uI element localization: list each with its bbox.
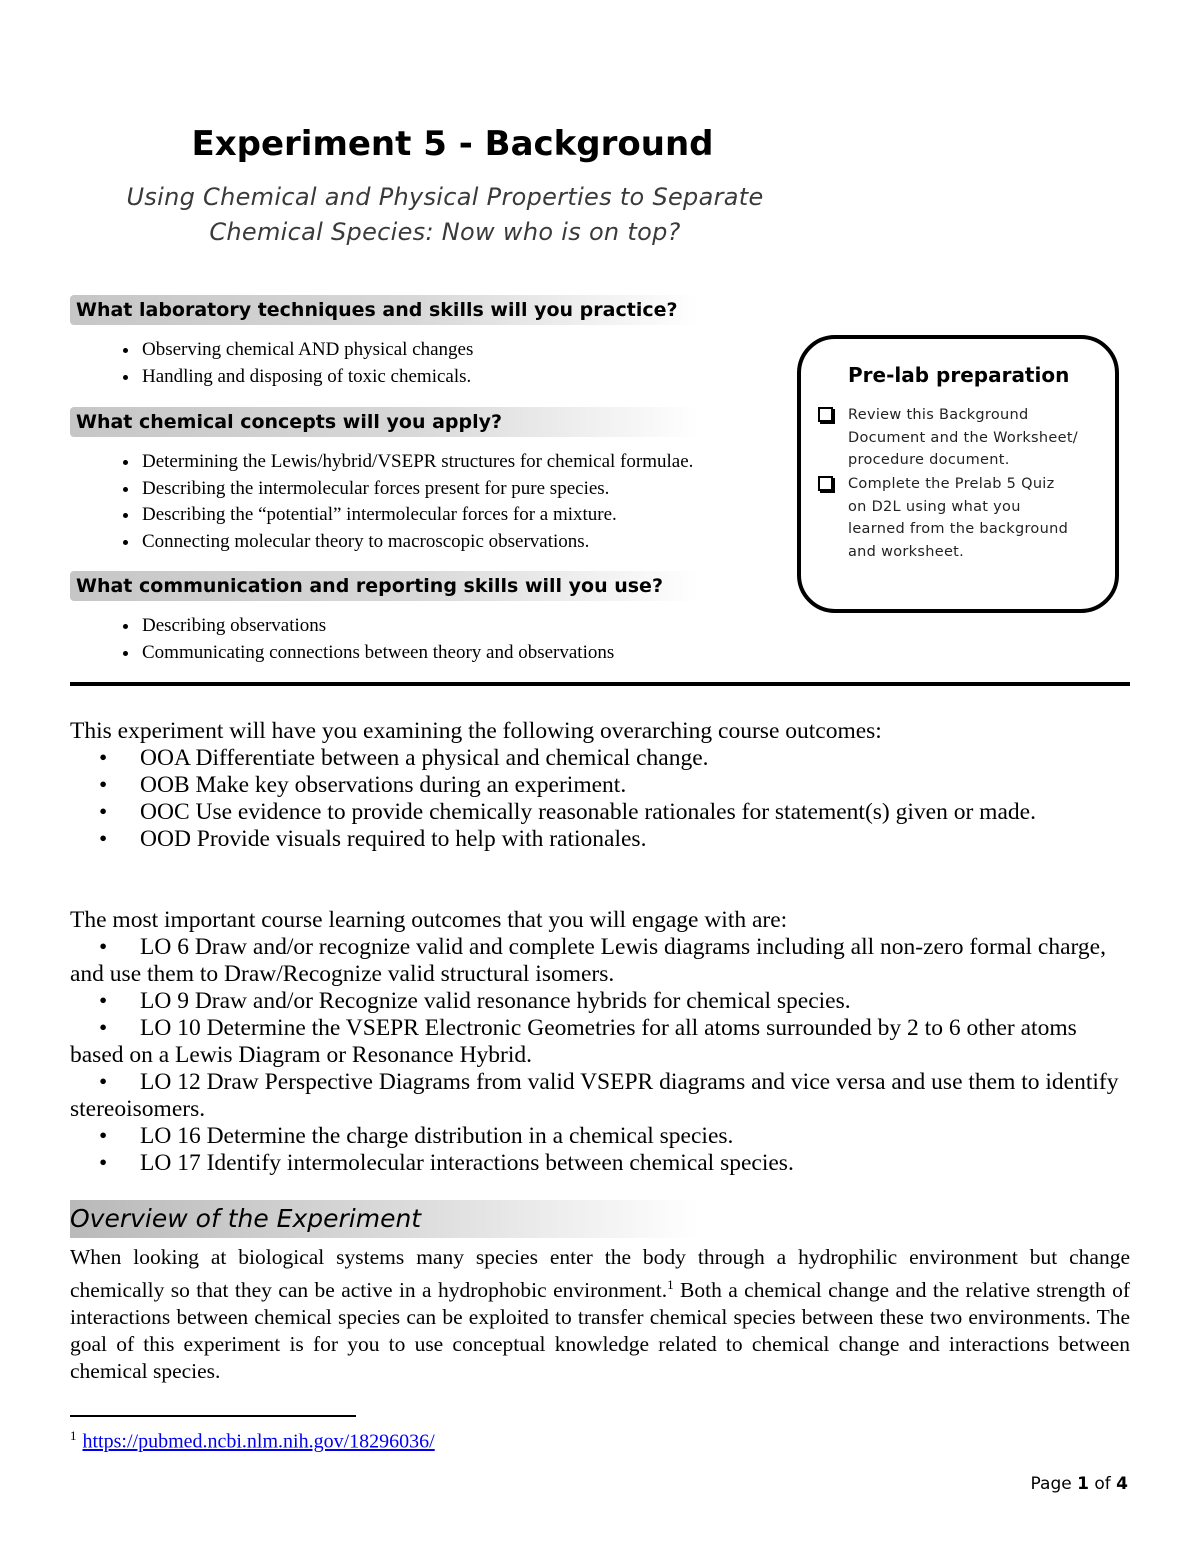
outcome-item: • OOB Make key observations during an experiment. bbox=[70, 772, 1130, 799]
footnote-link[interactable]: https://pubmed.ncbi.nlm.nih.gov/18296036/ bbox=[82, 1430, 435, 1453]
learning-outcomes bbox=[70, 907, 1130, 1177]
list-item: • Handling and disposing of toxic chemicals. bbox=[140, 364, 473, 391]
prelab-item-text: Complete the Prelab 5 Quiz on D2L using what you learned from the background and worksheet. bbox=[848, 476, 1069, 560]
course-outcomes-intro: This experiment will have you examining the following overarching course outcomes: bbox=[70, 718, 882, 744]
list-item: • Describing the “potential” intermolecular forces for a mixture. bbox=[140, 502, 693, 529]
list-item: • Communicating connections between theory and observations bbox=[140, 640, 614, 667]
page-current: 1 bbox=[1077, 1474, 1089, 1494]
techniques-list bbox=[92, 337, 473, 390]
section-heading-concepts: What chemical concepts will you apply? bbox=[70, 407, 700, 437]
list-item: • Describing the intermolecular forces present for pure species. bbox=[140, 476, 693, 503]
document-subtitle bbox=[0, 180, 890, 250]
learning-outcome-item: • LO 17 Identify intermolecular interactions between chemical species. bbox=[70, 1150, 1130, 1177]
section-heading-communication: What communication and reporting skills will you use? bbox=[70, 571, 700, 601]
prelab-item bbox=[848, 404, 1078, 472]
page-total: 4 bbox=[1116, 1474, 1128, 1494]
footnote-divider bbox=[70, 1415, 356, 1417]
prelab-title: Pre-lab preparation bbox=[848, 363, 1070, 387]
outcome-item: • OOD Provide visuals required to help with rationales. bbox=[70, 826, 1130, 853]
footnote-number: 1 bbox=[70, 1428, 77, 1443]
footnote-reference[interactable]: 1 bbox=[667, 1277, 674, 1292]
prelab-panel bbox=[797, 335, 1119, 613]
prelab-item bbox=[848, 473, 1078, 563]
list-item: • Observing chemical AND physical changes bbox=[140, 337, 473, 364]
learning-outcome-item: • LO 9 Draw and/or Recognize valid resonance hybrids for chemical species. bbox=[70, 988, 1130, 1015]
page-of: of bbox=[1094, 1474, 1111, 1494]
section-heading-techniques: What laboratory techniques and skills will you practice? bbox=[70, 295, 700, 325]
communication-list bbox=[92, 613, 614, 666]
overview-text: Both a chemical change and the relative strength of interactions between chemical species can be exploited to transfer chemical species between these two environments. The goal of this experiment is for you to use conceptual knowledge related to chemical change and interactions between chemical species. bbox=[70, 1278, 1130, 1384]
prelab-item-text: Review this Background Document and the Worksheet/ procedure document. bbox=[848, 407, 1078, 468]
page-prefix: Page bbox=[1030, 1474, 1072, 1494]
learning-outcome-item: • LO 6 Draw and/or recognize valid and complete Lewis diagrams including all non-zero formal charge, and use them to Draw/Recognize valid structural isomers. bbox=[70, 934, 1130, 988]
overview-heading: Overview of the Experiment bbox=[70, 1200, 700, 1238]
document-title: Experiment 5 - Background bbox=[191, 124, 714, 164]
learning-outcome-item: • LO 12 Draw Perspective Diagrams from valid VSEPR diagrams and vice versa and use them to identify stereoisomers. bbox=[70, 1069, 1130, 1123]
subtitle-line: Chemical Species: Now who is on top? bbox=[209, 218, 681, 246]
subtitle-line: Using Chemical and Physical Properties to Separate bbox=[126, 183, 764, 211]
section-divider bbox=[70, 682, 1130, 686]
list-item: • Determining the Lewis/hybrid/VSEPR structures for chemical formulae. bbox=[140, 449, 693, 476]
list-item: • Describing observations bbox=[140, 613, 614, 640]
outcome-item: • OOA Differentiate between a physical and chemical change. bbox=[70, 745, 1130, 772]
list-item: • Connecting molecular theory to macroscopic observations. bbox=[140, 529, 693, 556]
learning-outcome-item: • LO 10 Determine the VSEPR Electronic Geometries for all atoms surrounded by 2 to 6 other atoms based on a Lewis Diagram or Resonance Hybrid. bbox=[70, 1015, 1130, 1069]
outcome-item: • OOC Use evidence to provide chemically reasonable rationales for statement(s) given or made. bbox=[70, 799, 1130, 826]
learning-outcomes-intro: The most important course learning outcomes that you will engage with are: bbox=[70, 907, 788, 933]
course-outcomes bbox=[70, 718, 1130, 853]
checkbox-icon bbox=[818, 476, 833, 491]
learning-outcome-item: • LO 16 Determine the charge distribution in a chemical species. bbox=[70, 1123, 1130, 1150]
page-number bbox=[1031, 1474, 1128, 1494]
overview-text: When looking at biological systems many species enter the body through a hydrophilic environment but change chemically so that they can be active in a hydrophobic environment. bbox=[70, 1245, 1130, 1303]
checkbox-icon bbox=[818, 407, 833, 422]
footnote bbox=[70, 1428, 435, 1454]
concepts-list bbox=[92, 449, 693, 555]
overview-paragraph bbox=[70, 1244, 1130, 1385]
